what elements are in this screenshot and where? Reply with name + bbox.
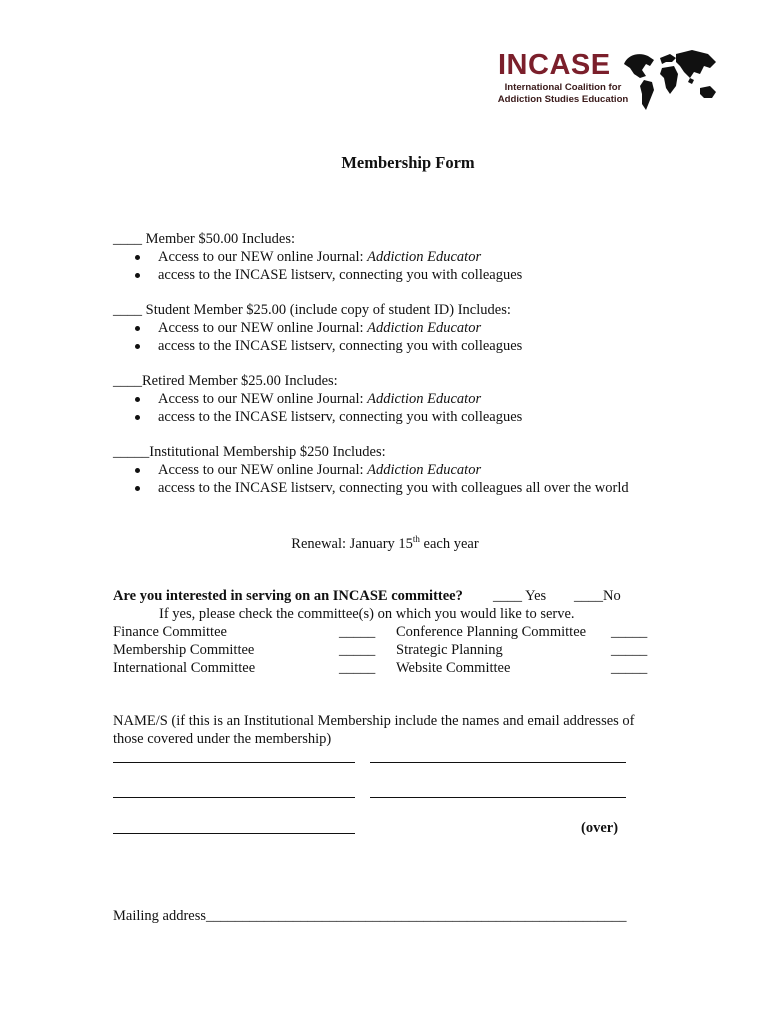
- bullet-item: Access to our NEW online Journal: Addiction Educator: [113, 319, 522, 337]
- membership-option-institutional: [113, 443, 629, 497]
- membership-option-member: [113, 230, 522, 284]
- name-signature-line[interactable]: [113, 833, 355, 834]
- over-note: (over): [581, 820, 619, 836]
- committee-international-blank[interactable]: _____: [339, 660, 376, 676]
- committee-conference-blank[interactable]: _____: [611, 624, 648, 640]
- bullet-item: access to the INCASE listserv, connecting you with colleagues: [113, 266, 522, 284]
- membership-heading[interactable]: _____Institutional Membership $250 Includes:: [113, 444, 386, 460]
- committee-strategic-blank[interactable]: _____: [611, 642, 648, 658]
- membership-option-retired: [113, 372, 522, 426]
- committee-question: Are you interested in serving on an INCASE committee?: [113, 588, 463, 604]
- bullet-item: Access to our NEW online Journal: Addiction Educator: [113, 248, 522, 266]
- bullet-item: Access to our NEW online Journal: Addiction Educator: [113, 390, 522, 408]
- name-signature-line[interactable]: [113, 762, 355, 763]
- bullet-item: access to the INCASE listserv, connecting you with colleagues: [113, 337, 522, 355]
- committee-website-label: Website Committee: [396, 660, 511, 676]
- committee-international-label: International Committee: [113, 660, 256, 676]
- committee-finance-label: Finance Committee: [113, 624, 227, 640]
- membership-heading[interactable]: ____Retired Member $25.00 Includes:: [113, 373, 338, 389]
- committee-strategic-label: Strategic Planning: [396, 642, 503, 658]
- logo-subtitle-line2: Addiction Studies Education: [497, 94, 629, 105]
- committee-instruction: If yes, please check the committee(s) on which you would like to serve.: [159, 606, 575, 622]
- logo-subtitle: [488, 82, 638, 106]
- logo-name: INCASE: [498, 49, 611, 81]
- page-title: Membership Form: [341, 153, 475, 172]
- membership-option-student: [113, 301, 522, 355]
- logo-subtitle-line1: International Coalition for: [504, 82, 622, 93]
- membership-heading[interactable]: ____ Member $50.00 Includes:: [113, 231, 296, 247]
- committee-membership-label: Membership Committee: [113, 642, 255, 658]
- world-map-icon: [620, 44, 720, 114]
- renewal-note: Renewal: January 15th each year: [291, 534, 479, 552]
- bullet-item: access to the INCASE listserv, connecting you with colleagues: [113, 408, 522, 426]
- name-signature-line[interactable]: [113, 797, 355, 798]
- email-signature-line[interactable]: [370, 797, 626, 798]
- committee-yes-blank[interactable]: ____ Yes: [493, 588, 547, 604]
- incase-logo: [484, 44, 720, 114]
- committee-finance-blank[interactable]: _____: [339, 624, 376, 640]
- bullet-item: access to the INCASE listserv, connecting you with colleagues all over the world: [113, 479, 629, 497]
- email-signature-line[interactable]: [370, 762, 626, 763]
- committee-website-blank[interactable]: _____: [611, 660, 648, 676]
- names-instruction-line2: those covered under the membership): [113, 731, 332, 747]
- bullet-item: Access to our NEW online Journal: Addiction Educator: [113, 461, 629, 479]
- membership-heading[interactable]: ____ Student Member $25.00 (include copy of student ID) Includes:: [113, 302, 511, 318]
- committee-conference-label: Conference Planning Committee: [396, 624, 587, 640]
- committee-membership-blank[interactable]: _____: [339, 642, 376, 658]
- committee-no-blank[interactable]: ____No: [574, 588, 621, 604]
- mailing-address-field[interactable]: Mailing address__________________________________________________________: [113, 908, 627, 924]
- names-instruction-line1: NAME/S (if this is an Institutional Membership include the names and email addresses of: [113, 713, 635, 729]
